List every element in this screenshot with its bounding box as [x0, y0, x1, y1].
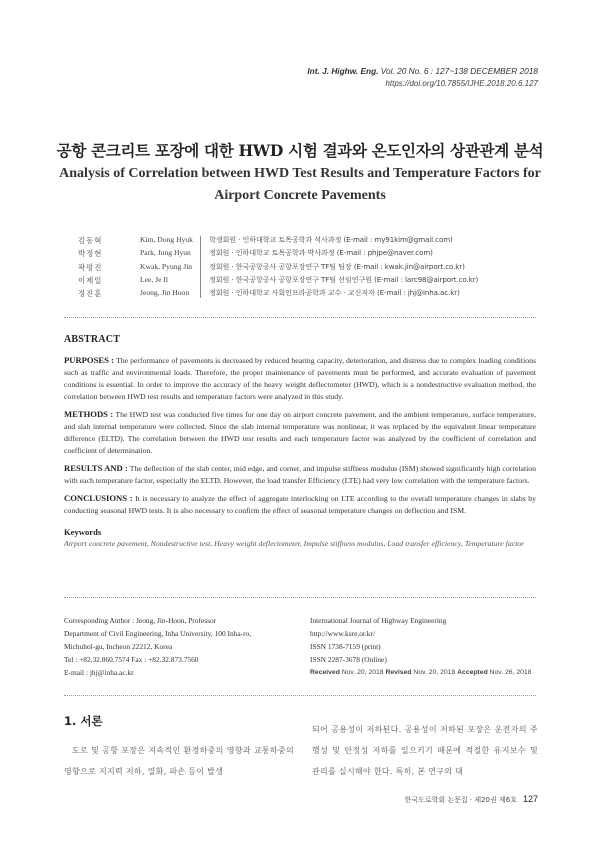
methods-label: METHODS : [64, 409, 114, 419]
author-name-en: Kim, Dong Hyuk [140, 235, 193, 244]
author-row [78, 275, 538, 288]
author-affiliation: 정회원 · 한국공항공사 공항포장연구 TF팀 팀장 (E-mail : kwak.jin@airport.co.kr) [209, 261, 465, 271]
author-name-ko: 이제일 [78, 275, 103, 285]
author-affiliation: 정회원 · 인하대학교 사회인프라공학과 교수 · 교신저자 (E-mail : jhj@inha.ac.kr) [209, 288, 460, 298]
abstract-conclusions [64, 492, 536, 517]
dotted-divider [64, 695, 536, 696]
journal-abbrev: Int. J. Highw. Eng. [307, 66, 379, 76]
accepted-date: Nov. 26, 2018 [487, 669, 532, 676]
dotted-divider [64, 317, 536, 318]
title-korean: 공항 콘크리트 포장에 대한 HWD 시험 결과와 온도인자의 상관관계 분석 [56, 141, 544, 160]
received-label: Received [310, 669, 340, 676]
title-english: Analysis of Correlation between HWD Test Results and Temperature Factors for Airport Concrete Pavements [59, 166, 541, 203]
corresponding-line: Department of Civil Engineering, Inha University, 100 Inha-ro, [64, 629, 252, 638]
body-paragraph: 되어 공용성이 저하된다. 공용성이 저하된 포장은 운전자의 주행성 및 안정성 저하를 일으키기 때문에 적절한 유지보수 및 관리를 실시해야 한다. 특히, 본 연구의 대 [312, 725, 538, 776]
journal-citation [307, 66, 538, 76]
keywords-heading: Keywords [64, 527, 102, 537]
received-date: Nov. 20, 2018 [339, 669, 386, 676]
doi-link[interactable]: https://doi.org/10.7855/IJHE.2018.20.6.127 [385, 79, 538, 88]
author-name-ko: 김동혁 [78, 236, 103, 245]
revised-date: Nov. 20, 2018 [411, 669, 458, 676]
author-row [78, 262, 538, 275]
abstract-purposes [64, 354, 536, 403]
conclusions-text: It is necessary to analyze the effect of aggregate interlocking on LTE according to the overall temperature changes in slabs by conducting seasonal HWD tests. It is also necessary to confirm the effect of seasonal temperature changes on deflection and ISM. [64, 494, 536, 515]
accepted-label: Accepted [457, 669, 488, 676]
author-name-en: Lee, Je Il [140, 274, 169, 284]
revised-label: Revised [385, 669, 412, 676]
purposes-label: PURPOSES : [64, 355, 115, 365]
journal-volume: Vol. 20 No. 6 : 127~138 DECEMBER 2018 [378, 66, 538, 76]
keywords-text: Airport concrete pavement, Nondestructive test, Heavy weight deflectometer, Impulse stiffness modulus, Load transfer efficiency, Temperature factor [64, 539, 525, 548]
journal-url[interactable]: http://www.ksre.or.kr/ [310, 629, 376, 638]
abstract-methods [64, 408, 536, 457]
abstract-results [64, 462, 536, 487]
journal-info-block [310, 614, 538, 679]
page-number: 127 [522, 794, 538, 804]
corresponding-author-block [64, 614, 304, 679]
journal-footer-text: 한국도로학회 논문집 · 제20권 제6호 [404, 796, 517, 804]
author-name-ko: 박정현 [78, 249, 103, 259]
abstract-heading: ABSTRACT [64, 334, 121, 345]
corresponding-line: Michuhol-gu, Incheon 22212, Korea [64, 642, 173, 651]
author-row [78, 248, 538, 261]
abstract-section [64, 334, 536, 550]
author-list [78, 235, 538, 301]
author-name-ko: 정진훈 [78, 289, 103, 299]
author-affiliation: 학생회원 · 인하대학교 토목공학과 석사과정 (E-mail : my91kim@gmail.com) [209, 235, 453, 244]
author-name-en: Kwak, Pyung Jin [140, 261, 193, 271]
body-column-right [312, 719, 538, 782]
results-text: The deflection of the slab center, mid edge, and corner, and impulse stiffness modulus (ISM) showed significantly high correlation with each temperature factor, especially the ELTD. However, the load transfer Efficiency (LTE) had very low correlation with the temperature factors. [64, 464, 536, 485]
issn-online: ISSN 2287-3678 (Online) [310, 655, 387, 664]
corresponding-email[interactable]: E-mail : jhj@inha.ac.kr [64, 668, 134, 677]
corresponding-line: Corresponding Author : Jeong, Jin-Hoon, Professor [64, 616, 217, 625]
body-paragraph: 도로 및 공항 포장은 지속적인 환경하중의 영향과 교통하중의 영향으로 지지력 저하, 열화, 파손 등이 발생 [64, 746, 294, 776]
author-name-ko: 곽평진 [78, 262, 103, 272]
author-name-en: Jeong, Jin Hoon [140, 288, 190, 298]
author-row [78, 235, 538, 248]
author-affiliation: 정회원 · 한국공항공사 공항포장연구 TF팀 선임연구원 (E-mail : larc98@airport.co.kr) [209, 274, 479, 284]
page-footer [405, 794, 538, 805]
author-affiliation: 정회원 · 인하대학교 토목공학과 박사과정 (E-mail : phjpe@naver.com) [209, 248, 433, 258]
dotted-divider [64, 597, 536, 598]
journal-name: International Journal of Highway Engineering [310, 616, 447, 625]
results-label: RESULTS AND : [64, 463, 128, 473]
author-row [78, 288, 538, 301]
issn-print: ISSN 1738-7159 (print) [310, 642, 381, 651]
submission-dates [310, 666, 538, 679]
methods-text: The HWD test was conducted five times for one day on airport concrete pavement, and the ambient temperature, surface temperature, and slab internal temperature were collected. Since the slab internal temperature was nonlinear, it was replaced by the equivalent linear temperature difference (ELTD). The correlation between the HWD test results and each temperature factor was analyzed by the coefficient of correlation and coefficient of determination. [64, 410, 536, 455]
purposes-text: The performance of pavements is decreased by reduced bearing capacity, deterioration, and distress due to complex loading conditions such as traffic and environmental loads. Therefore, the proper maintenance of pavements must be performed, and accurate evaluation of pavement conditions is essential. In order to improve the accuracy of the heavy weight deflectometer (HWD), which is a nondestructive evaluation method, the correlation between HWD test results and temperature factors were analyzed in this study. [64, 356, 536, 401]
body-column-left [64, 740, 294, 782]
section-heading: 1. 서론 [64, 714, 103, 728]
author-name-en: Park, Jung Hyun [140, 248, 191, 258]
corresponding-line: Tel : +82.32.860.7574 Fax : +82.32.873.7560 [64, 655, 199, 664]
conclusions-label: CONCLUSIONS : [64, 493, 133, 503]
